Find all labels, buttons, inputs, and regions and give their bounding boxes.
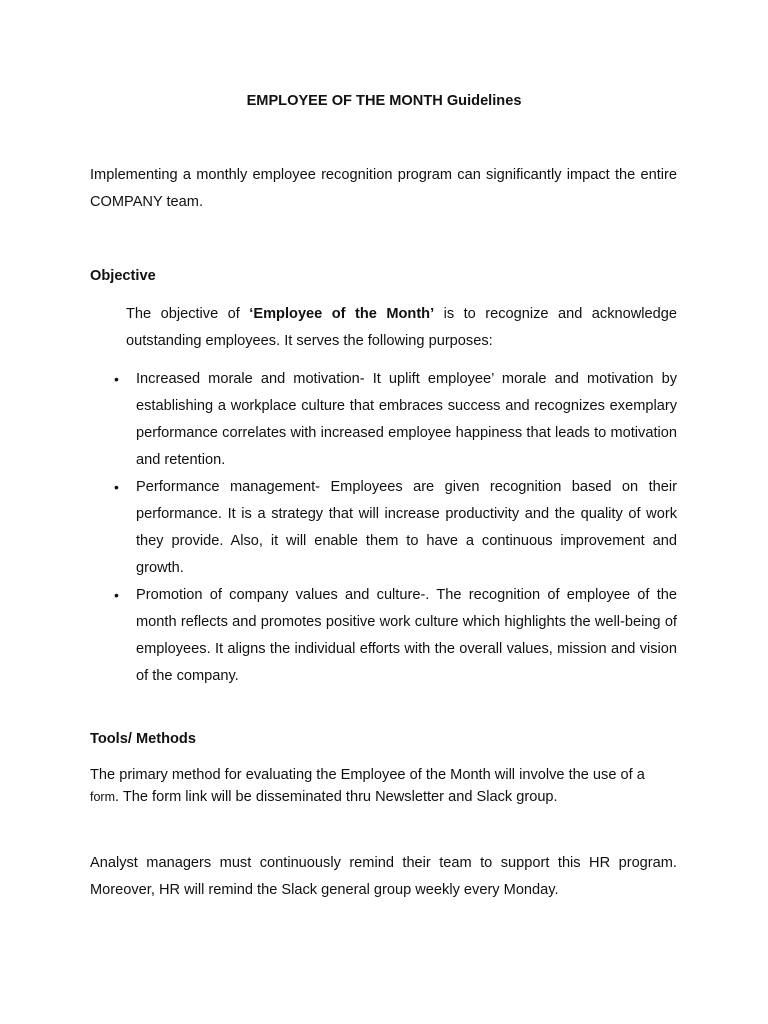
list-item	[90, 474, 677, 582]
bullet-icon: •	[114, 371, 119, 387]
tools-line-2: . The form link will be disseminated thru Newsletter and Slack group.	[115, 789, 558, 805]
list-item	[90, 582, 677, 690]
tools-paragraph	[90, 764, 677, 808]
objective-heading: Objective	[90, 268, 156, 284]
tools-line-1: The primary method for evaluating the Employee of the Month will involve the use of a	[90, 767, 645, 783]
reminder-paragraph: Analyst managers must continuously remind their team to support this HR program. Moreover, HR will remind the Slack general group weekly every Monday.	[90, 855, 677, 898]
objective-paragraph	[126, 301, 677, 355]
bullet-text: Performance management- Employees are given recognition based on their performance. It is a strategy that will increase productivity and the quality of work they provide. Also, it will enable them to have a continuous improvement and growth.	[136, 479, 677, 576]
bullet-icon: •	[114, 479, 119, 495]
bullet-text: Promotion of company values and culture-. The recognition of employee of the month reflects and promotes positive work culture which highlights the well-being of employees. It aligns the individual efforts with the overall values, mission and vision of the company.	[136, 587, 677, 684]
purposes-list	[90, 366, 677, 690]
objective-text-suffix: is to recognize and acknowledge outstanding employees. It serves the following purposes:	[126, 306, 677, 349]
tools-heading: Tools/ Methods	[90, 731, 196, 747]
list-item	[90, 366, 677, 474]
objective-text-prefix: The objective of	[126, 306, 250, 322]
bullet-icon: •	[114, 587, 119, 603]
form-word: form	[90, 790, 115, 804]
document-title: EMPLOYEE OF THE MONTH Guidelines	[246, 93, 522, 109]
objective-text-bold: ‘Employee of the Month’	[249, 306, 435, 322]
intro-paragraph: Implementing a monthly employee recognition program can significantly impact the entire COMPANY team.	[90, 167, 677, 210]
bullet-text: Increased morale and motivation- It uplift employee’ morale and motivation by establishing a workplace culture that embraces success and recognizes exemplary performance correlates with increased employee happiness that leads to motivation and retention.	[136, 371, 677, 468]
